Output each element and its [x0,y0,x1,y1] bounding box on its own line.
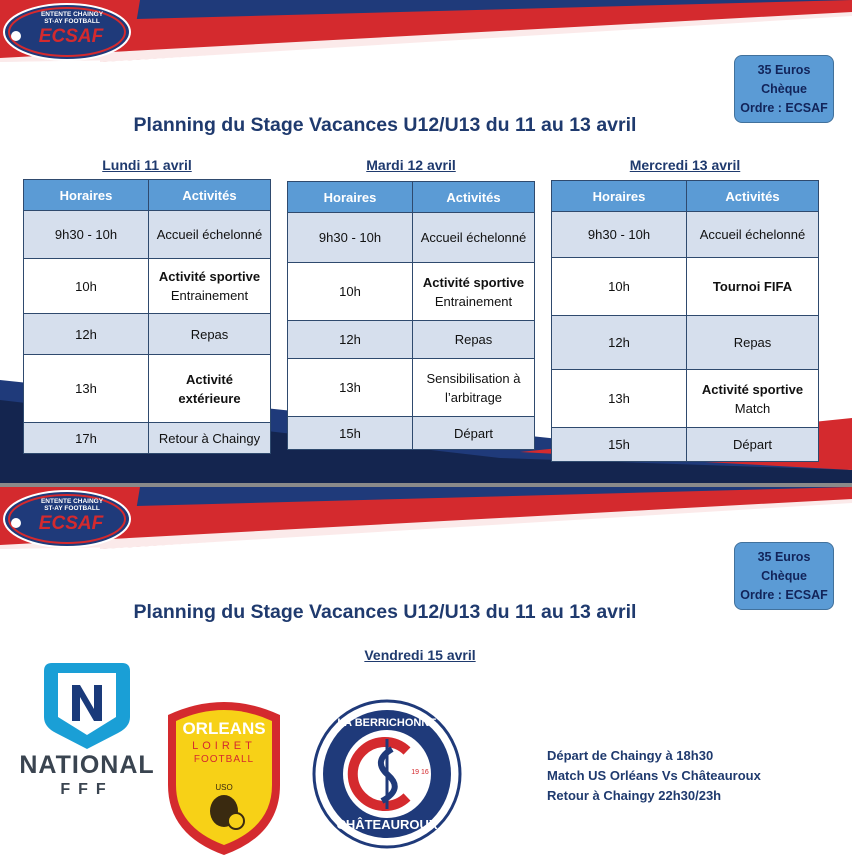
time-cell: 9h30 - 10h [288,213,413,263]
page-title: Planning du Stage Vacances U12/U13 du 11 au 13 avril [133,601,637,623]
table-row [288,263,535,321]
header-horaires: Horaires [552,181,687,212]
activity-cell [687,212,819,258]
header-activites: Activités [687,181,819,212]
table-row [552,370,819,428]
schedule-table-wednesday [551,180,819,462]
national-sub: FFF [60,781,114,798]
header-activites: Activités [149,180,271,211]
price-order: Ordre : ECSAF [740,101,828,115]
table-row [288,359,535,417]
activity-cell [413,321,535,359]
time-cell: 12h [288,321,413,359]
activity-cell [687,370,819,428]
table-row [24,259,271,314]
time-cell: 15h [288,417,413,450]
national-logo [18,655,156,805]
activity-cell [149,423,271,454]
time-cell: 9h30 - 10h [24,211,149,259]
price-method: Chèque [761,82,807,96]
orleans-line2: LOIRET [192,740,256,752]
day-title-tuesday: Mardi 12 avril [366,157,456,173]
detail-return: Retour à Chaingy 22h30/23h [547,788,722,803]
detail-departure: Départ de Chaingy à 18h30 [547,748,714,763]
table-row [24,355,271,423]
activity-text: Entrainement [170,288,249,303]
page-two [0,487,852,859]
page-title: Planning du Stage Vacances U12/U13 du 11 au 13 avril [133,114,637,136]
time-cell: 10h [552,258,687,316]
activity-cell [149,314,271,355]
activity-cell [149,259,271,314]
orleans-line3: FOOTBALL [193,754,255,765]
logo-main: ECSAF [38,513,104,534]
header-horaires: Horaires [288,182,413,213]
time-cell: 12h [552,316,687,370]
table-row [288,417,535,450]
price-amount: 35 Euros [757,550,811,564]
orleans-line1: ORLEANS [182,719,266,738]
detail-match: Match US Orléans Vs Châteauroux [547,768,761,783]
activity-cell [413,263,535,321]
price-order: Ordre : ECSAF [740,588,828,602]
time-cell: 15h [552,428,687,462]
activity-bold: Tournoi FIFA [712,279,793,294]
price-amount: 35 Euros [757,63,811,77]
header-activites: Activités [413,182,535,213]
logo-main: ECSAF [38,26,104,47]
table-row [24,423,271,454]
activity-cell [687,258,819,316]
activity-text: Repas [733,335,772,350]
activity-text: Départ [453,425,494,441]
activity-text: Retour à Chaingy [158,430,261,446]
time-cell: 9h30 - 10h [552,212,687,258]
activity-text: Départ [732,437,773,452]
activity-bold: Activité sportive [422,274,525,290]
activity-cell [687,316,819,370]
activity-cell [413,213,535,263]
table-row [552,316,819,370]
activity-cell [149,211,271,259]
activity-text: Match [734,400,771,416]
schedule-table-monday [23,179,271,454]
berri-year: 19 16 [411,769,429,776]
logo-line1: ENTENTE CHAINGY [40,11,104,18]
time-cell: 13h [552,370,687,428]
berri-top: LA BERRICHONNE [337,717,437,729]
price-method: Chèque [761,569,807,583]
day-title-monday: Lundi 11 avril [102,157,192,173]
activity-text: Repas [454,332,493,347]
logo-line1: ENTENTE CHAINGY [40,498,104,505]
orleans-logo [160,695,288,857]
activity-text: Sensibilisation à l’arbitrage [426,370,521,405]
berrichonne-logo [312,699,462,849]
berri-bottom: CHÂTEAUROUX [336,817,438,832]
table-row [288,213,535,263]
table-row [552,258,819,316]
table-row [24,314,271,355]
activity-cell [413,417,535,450]
orleans-badge: USO [215,783,233,792]
national-shield-icon [18,655,156,755]
schedule-table-tuesday [287,181,535,450]
day-title-friday: Vendredi 15 avril [364,647,476,663]
header-horaires: Horaires [24,180,149,211]
table-row [24,211,271,259]
table-row [552,212,819,258]
ball-icon [228,813,244,829]
national-text: NATIONAL [19,751,155,779]
activity-cell [687,428,819,462]
time-cell: 13h [288,359,413,417]
table-row [552,428,819,462]
price-box [734,542,834,610]
activity-text: Repas [190,326,229,342]
activity-text: Accueil échelonné [156,227,263,242]
activity-cell [413,359,535,417]
activity-bold: Activité sportive [158,269,261,284]
activity-bold: Activité sportive [701,381,804,397]
logo-line2: ST-AY FOOTBALL [44,18,100,25]
time-cell: 10h [24,259,149,314]
time-cell: 17h [24,423,149,454]
activity-cell [149,355,271,423]
time-cell: 12h [24,314,149,355]
day-title-wednesday: Mercredi 13 avril [629,157,741,173]
ecsaf-logo [2,489,132,549]
activity-text: Accueil échelonné [699,227,806,242]
time-cell: 10h [288,263,413,321]
logo-line2: ST-AY FOOTBALL [44,505,100,512]
match-details [547,746,761,806]
activity-bold: Activité extérieure [178,371,241,406]
table-row [288,321,535,359]
time-cell: 13h [24,355,149,423]
activity-text: Entrainement [434,293,513,309]
activity-text: Accueil échelonné [420,230,527,245]
